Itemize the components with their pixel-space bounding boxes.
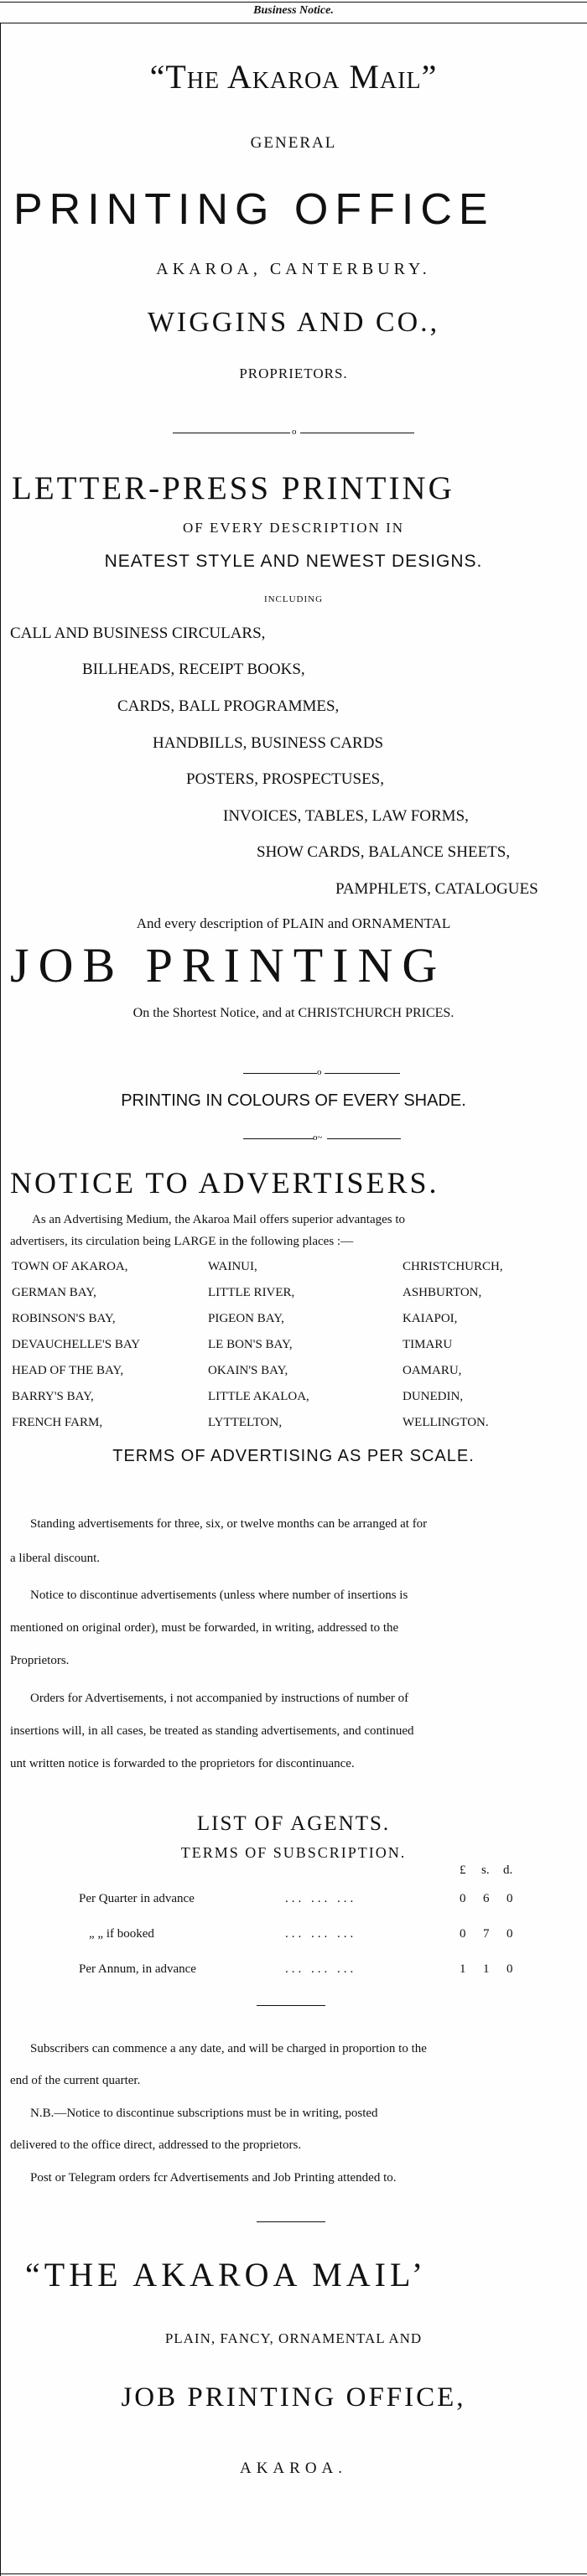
place-cell: OAMARU, (403, 1364, 462, 1377)
price-pounds: 0 (460, 1892, 466, 1905)
colours-line: PRINTING IN COLOURS OF EVERY SHADE. (121, 1091, 466, 1110)
place-cell: PIGEON BAY, (208, 1312, 284, 1325)
subscribers-p1-l1: Subscribers can commence a any date, and will be charged in proportion to the (30, 2042, 427, 2055)
subscription-label: Per Annum, in advance (79, 1962, 196, 1976)
masthead-location: AKAROA, CANTERBURY. (156, 260, 431, 278)
standing-p3-l3: unt written notice is forwarded to the proprietors for discontinuance. (10, 1757, 355, 1770)
advertising-terms: TERMS OF ADVERTISING AS PER SCALE. (112, 1447, 475, 1465)
price-shillings: 1 (483, 1962, 490, 1976)
short-rule (257, 2221, 325, 2222)
every-description: And every description of PLAIN and ORNAMENTAL (136, 915, 451, 931)
standing-p1-l2: a liberal discount. (10, 1552, 101, 1565)
standing-p2-l2: mentioned on original order), must be forwarded, in writing, addressed to the (10, 1621, 399, 1635)
subscribers-p2-l2: delivered to the office direct, addressed to the proprietors. (10, 2138, 302, 2152)
service-item: POSTERS, PROSPECTUSES, (186, 770, 384, 788)
advertisers-intro-2: advertisers, its circulation being LARGE in the following places :— (10, 1235, 354, 1248)
divider-line-left (243, 1073, 317, 1074)
divider-line-left (243, 1138, 314, 1139)
footer-job-office: JOB PRINTING OFFICE, (121, 2382, 466, 2413)
place-cell: ASHBURTON, (403, 1286, 482, 1299)
masthead-firm: WIGGINS AND CO., (147, 307, 440, 338)
service-item: CALL AND BUSINESS CIRCULARS, (10, 625, 266, 642)
footer-plain-fancy: PLAIN, FANCY, ORNAMENTAL AND (164, 2330, 423, 2346)
subscription-dots: ... ... ... (285, 1962, 357, 1976)
letterpress-neatest: NEATEST STYLE AND NEWEST DESIGNS. (104, 552, 483, 571)
subscribers-p2-l1: N.B.—Notice to discontinue subscriptions must be in writing, posted (30, 2107, 378, 2120)
subscription-label: Per Quarter in advance (79, 1892, 195, 1905)
place-cell: WAINUI, (208, 1260, 257, 1273)
masthead-printing-office: PRINTING OFFICE (13, 185, 495, 234)
price-pounds: 0 (460, 1927, 466, 1941)
subscription-dots: ... ... ... (285, 1927, 357, 1941)
divider-ornament: o~ (313, 1133, 323, 1143)
place-cell: LE BON'S BAY, (208, 1338, 293, 1351)
divider-line-right (327, 1138, 401, 1139)
place-cell: KAIAPOI, (403, 1312, 458, 1325)
service-item: PAMPHLETS, CATALOGUES (335, 880, 538, 898)
price-pence: 0 (506, 1927, 513, 1941)
letterpress-heading: LETTER-PRESS PRINTING (12, 470, 455, 506)
job-printing-heading: JOB PRINTING (10, 938, 447, 993)
letterpress-of-every: OF EVERY DESCRIPTION IN (182, 520, 405, 536)
price-pence: 0 (506, 1892, 513, 1905)
left-border (0, 23, 1, 1454)
masthead-title: “The Akaroa Mail” (149, 58, 438, 96)
currency-pence: d. (503, 1863, 513, 1877)
place-cell: CHRISTCHURCH, (403, 1260, 503, 1273)
service-item: CARDS, BALL PROGRAMMES, (117, 697, 340, 715)
standing-p1-l1: Standing advertisements for three, six, or twelve months can be arranged at for (30, 1517, 428, 1531)
masthead-proprietors: PROPRIETORS. (239, 365, 348, 381)
advertisers-intro-1: As an Advertising Medium, the Akaroa Mail offers superior advantages to (32, 1213, 406, 1226)
place-cell: BARRY'S BAY, (12, 1390, 94, 1403)
place-cell: LITTLE RIVER, (208, 1286, 295, 1299)
subscribers-p3: Post or Telegram orders fcr Advertisements and Job Printing attended to. (30, 2171, 397, 2185)
agents-heading: LIST OF AGENTS. (196, 1812, 391, 1835)
standing-p3-l2: insertions will, in all cases, be treated as standing advertisements, and continued (10, 1724, 414, 1738)
price-pence: 0 (506, 1962, 513, 1976)
place-cell: LYTTELTON, (208, 1416, 283, 1429)
subscription-heading: TERMS OF SUBSCRIPTION. (180, 1844, 407, 1861)
subscribers-p1-l2: end of the current quarter. (10, 2074, 141, 2087)
divider-line-right (325, 1073, 400, 1074)
price-shillings: 7 (483, 1927, 490, 1941)
footer-title: “THE AKAROA MAIL’ (25, 2256, 428, 2294)
place-cell: OKAIN'S BAY, (208, 1364, 288, 1377)
standing-p2-l3: Proprietors. (10, 1654, 70, 1667)
place-cell: TOWN OF AKAROA, (12, 1260, 128, 1273)
footer-akaroa: AKAROA. (239, 2459, 348, 2477)
advertisers-heading: NOTICE TO ADVERTISERS. (10, 1166, 439, 1200)
masthead-general: GENERAL (250, 134, 337, 152)
short-rule (257, 2005, 325, 2006)
section-header: Business Notice. (253, 4, 334, 17)
place-cell: GERMAN BAY, (12, 1286, 96, 1299)
price-shillings: 6 (483, 1892, 490, 1905)
currency-pounds: £ (460, 1863, 466, 1877)
service-item: HANDBILLS, BUSINESS CARDS (153, 734, 384, 752)
standing-p2-l1: Notice to discontinue advertisements (unless where number of insertions is (30, 1589, 408, 1602)
top-rule (0, 2, 587, 3)
place-cell: FRENCH FARM, (12, 1416, 103, 1429)
price-pounds: 1 (460, 1962, 466, 1976)
subscription-dots: ... ... ... (285, 1892, 357, 1905)
place-cell: LITTLE AKALOA, (208, 1390, 309, 1403)
shortest-notice: On the Shortest Notice, and at CHRISTCHURCH PRICES. (132, 1006, 455, 1020)
service-item: INVOICES, TABLES, LAW FORMS, (223, 807, 469, 825)
divider-ornament: o (292, 427, 297, 437)
divider-ornament: o (317, 1067, 322, 1077)
place-cell: DEVAUCHELLE'S BAY (12, 1338, 141, 1351)
letterpress-including: INCLUDING (263, 594, 324, 604)
currency-shillings: s. (481, 1863, 490, 1877)
bottom-rule (0, 2573, 587, 2574)
place-cell: WELLINGTON. (403, 1416, 489, 1429)
subscription-label: „ „ if booked (89, 1927, 154, 1941)
service-item: SHOW CARDS, BALANCE SHEETS, (257, 843, 511, 861)
place-cell: HEAD OF THE BAY, (12, 1364, 124, 1377)
place-cell: DUNEDIN, (403, 1390, 464, 1403)
place-cell: TIMARU (403, 1338, 453, 1351)
standing-p3-l1: Orders for Advertisements, i not accompanied by instructions of number of (30, 1692, 409, 1705)
place-cell: ROBINSON'S BAY, (12, 1312, 116, 1325)
service-item: BILLHEADS, RECEIPT BOOKS, (82, 661, 305, 678)
